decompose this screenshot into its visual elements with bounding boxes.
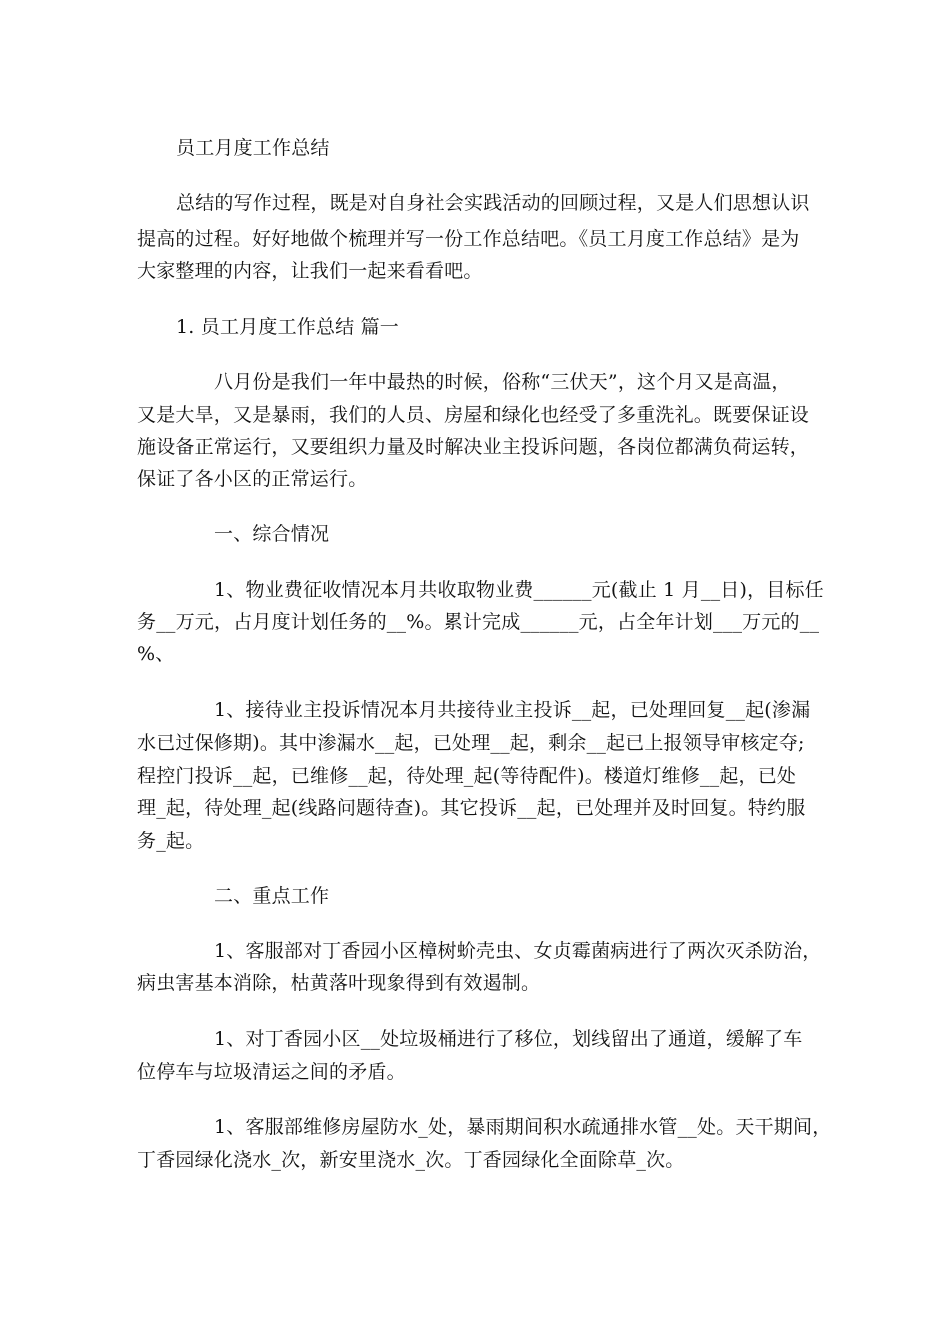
work-item-line: 丁香园绿化浇水_次，新安里浇水_次。丁香园绿化全面除草_次。 — [137, 1149, 685, 1171]
opening-line: 八月份是我们一年中最热的时候，俗称“三伏天”，这个月又是高温， — [214, 371, 791, 393]
work-item-line: 1、客服部对丁香园小区樟树蚧壳虫、女贞霉菌病进行了两次灭杀防治， — [214, 940, 822, 962]
heading-comprehensive: 一、综合情况 — [214, 523, 330, 545]
intro-line: 大家整理的内容，让我们一起来看看吧。 — [137, 260, 483, 282]
complaint-item-line: 1、接待业主投诉情况本月共接待业主投诉__起，已处理回复__起(渗漏 — [214, 699, 811, 721]
section-heading: 1. 员工月度工作总结 篇一 — [176, 316, 400, 338]
fee-item-line: 务__万元，占月度计划任务的__%。累计完成______元，占全年计划___万元的__ — [137, 611, 820, 633]
complaint-item-line: 水已过保修期)。其中渗漏水__起，已处理__起，剩余__起已上报领导审核定夺; — [137, 732, 805, 754]
intro-line: 提高的过程。好好地做个梳理并写一份工作总结吧。《员工月度工作总结》是为 — [137, 228, 800, 250]
heading-key-work: 二、重点工作 — [214, 885, 330, 907]
complaint-item-line: 程控门投诉__起，已维修__起，待处理_起(等待配件)。楼道灯维修__起，已处 — [137, 765, 797, 787]
work-item-line: 1、客服部维修房屋防水_处，暴雨期间积水疏通排水管__处。天干期间， — [214, 1116, 832, 1138]
intro-line: 总结的写作过程，既是对自身社会实践活动的回顾过程，又是人们思想认识 — [176, 192, 810, 214]
complaint-item-line: 务_起。 — [137, 830, 205, 852]
fee-item-line: %、 — [137, 643, 175, 665]
complaint-item-line: 理_起，待处理_起(线路问题待查)。其它投诉__起，已处理并及时回复。特约服 — [137, 797, 806, 819]
opening-line: 又是大旱，又是暴雨，我们的人员、房屋和绿化也经受了多重洗礼。既要保证设 — [137, 404, 810, 426]
work-item-line: 位停车与垃圾清运之间的矛盾。 — [137, 1061, 406, 1083]
work-item-line: 1、对丁香园小区__处垃圾桶进行了移位，划线留出了通道，缓解了车 — [214, 1028, 803, 1050]
opening-line: 保证了各小区的正常运行。 — [137, 468, 368, 490]
opening-line: 施设备正常运行，又要组织力量及时解决业主投诉问题，各岗位都满负荷运转， — [137, 436, 810, 458]
document-title: 员工月度工作总结 — [176, 137, 330, 159]
work-item-line: 病虫害基本消除，枯黄落叶现象得到有效遏制。 — [137, 972, 541, 994]
fee-item-line: 1、物业费征收情况本月共收取物业费______元(截止 1 月__日)，目标任 — [214, 579, 824, 601]
